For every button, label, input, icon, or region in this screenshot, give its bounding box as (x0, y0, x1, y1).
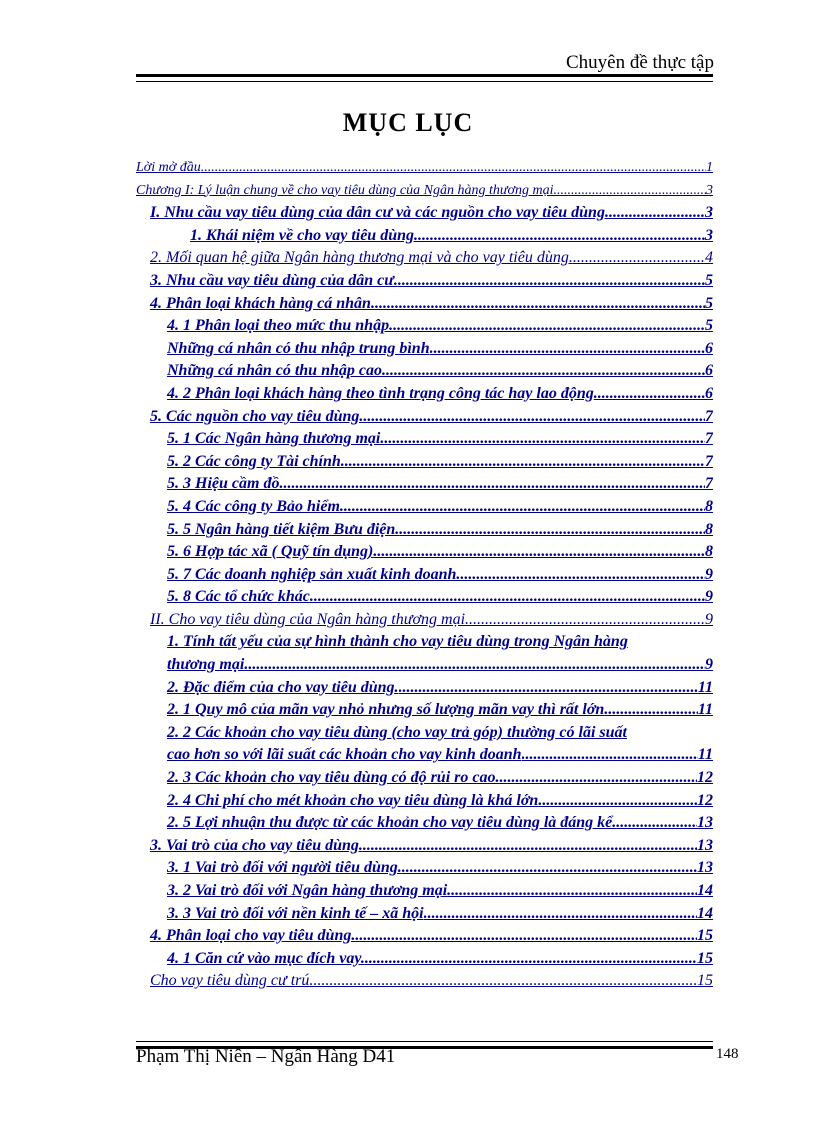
toc-leader-dots (447, 880, 697, 903)
toc-leader-dots (365, 948, 697, 971)
toc-entry-label: 3. 1 Vai trò đối với người tiêu dùng. (167, 859, 402, 877)
toc-entry-label: Lời mở đầu (136, 160, 201, 175)
toc-entry-page: 15 (697, 972, 713, 990)
toc-leader-dots (609, 202, 705, 225)
toc-entry-page: 11 (697, 678, 713, 696)
toc-entry[interactable] (136, 677, 713, 700)
toc-leader-dots (402, 857, 697, 880)
page-title: MỤC LỤC (342, 108, 474, 137)
toc-entry-label: 2. Đặc điểm của cho vay tiêu dùng. (167, 678, 399, 696)
toc-leader-dots (398, 270, 705, 293)
toc-entry-page: 11 (697, 746, 713, 764)
toc-entry[interactable] (136, 903, 713, 926)
toc-leader-dots (355, 925, 697, 948)
toc-entry-label: 2. 4 Chi phí cho mét khoản cho vay tiêu dùng là khá lớn (167, 791, 539, 809)
toc-entry-page: 13 (697, 836, 713, 854)
toc-entry-page: 4 (705, 249, 713, 267)
toc-leader-dots (393, 315, 705, 338)
toc-leader-dots (522, 744, 698, 767)
toc-entry[interactable] (136, 541, 713, 564)
toc-entry[interactable] (136, 180, 713, 203)
toc-leader-dots (604, 699, 698, 722)
toc-entry-label: 2. 5 Lợi nhuận thu được từ các khoản cho vay tiêu dùng là đáng kể. (167, 814, 617, 832)
toc-entry-page: 7 (705, 430, 713, 448)
toc-entry-label: thương mại (167, 656, 245, 674)
footer-page-number: 148 (716, 1046, 739, 1062)
toc-entry-label: 2. 3 Các khoản cho vay tiêu dùng có độ rủi ro cao. (167, 769, 500, 787)
toc-entry-label: 4. 1 Phân loại theo mức thu nhập. (167, 317, 394, 335)
toc-entry-page: 11 (697, 701, 713, 719)
toc-entry-label: Những cá nhân có thu nhập trung bình (167, 339, 430, 357)
toc-entry-label: 2. 2 Các khoản cho vay tiêu dùng (cho vay trả góp) thường có lãi suất (167, 723, 627, 741)
toc-entry[interactable] (136, 247, 713, 270)
toc-entry-label: 5. Các nguồn cho vay tiêu dùng. (150, 407, 364, 425)
toc-entry[interactable] (136, 315, 713, 338)
toc-entry[interactable] (136, 270, 713, 293)
toc-entry[interactable] (136, 654, 713, 677)
toc-entry-label: 4. 1 Căn cứ vào mục đích vay. (167, 949, 365, 967)
toc-leader-dots (553, 180, 706, 203)
toc-entry[interactable] (136, 564, 713, 587)
toc-leader-dots (310, 586, 705, 609)
toc-entry[interactable] (136, 406, 713, 429)
header-title: Chuyên đề thực tập (565, 52, 714, 73)
toc-leader-dots (363, 835, 697, 858)
toc-entry-page: 8 (705, 497, 713, 515)
toc-leader-dots (283, 473, 705, 496)
toc-entry[interactable] (136, 609, 713, 632)
toc-leader-dots (244, 654, 705, 677)
toc-entry-page: 15 (697, 949, 713, 967)
toc-entry-label: 1. Tính tất yếu của sự hình thành cho vay tiêu dùng trong Ngân hàng (167, 633, 628, 651)
toc-entry-page: 3 (705, 204, 713, 222)
toc-entry-label: 5. 2 Các công ty Tài chính. (167, 452, 345, 470)
toc-entry[interactable] (136, 812, 713, 835)
toc-leader-dots (373, 541, 705, 564)
toc-entry-label: 5. 8 Các tổ chức khác (167, 588, 310, 606)
toc-entry-label: 5. 1 Các Ngân hàng thương mại. (167, 430, 385, 448)
toc-entry-label: 5. 7 Các doanh nghiệp sản xuất kinh doanh. (167, 565, 461, 583)
toc-leader-dots (418, 225, 705, 248)
toc-entry-page: 7 (705, 475, 713, 493)
toc-entry[interactable] (136, 225, 713, 248)
toc-entry-page: 3 (705, 226, 713, 244)
toc-leader-dots (345, 451, 705, 474)
toc-leader-dots (460, 564, 705, 587)
toc-entry-page: 12 (697, 769, 713, 787)
toc-entry-label: 3. 2 Vai trò đối với Ngân hàng thương mại (167, 882, 448, 899)
toc-entry-page: 6 (705, 362, 713, 380)
toc-entry[interactable] (136, 880, 713, 903)
toc-entry-label: Những cá nhân có thu nhập cao (167, 362, 382, 380)
toc-entry-page: 9 (705, 588, 713, 606)
toc-entry[interactable] (136, 383, 713, 406)
table-of-contents (136, 157, 713, 993)
header-rule (136, 74, 713, 82)
toc-entry-label: II. Cho vay tiêu dùng của Ngân hàng thương mại (150, 610, 466, 628)
toc-entry-page: 3 (706, 182, 713, 198)
toc-leader-dots (399, 519, 705, 542)
toc-entry-label: 3. 3 Vai trò đối với nền kinh tế – xã hội (167, 904, 424, 922)
toc-entry-page: 5 (705, 294, 713, 312)
toc-leader-dots (616, 812, 697, 835)
toc-entry[interactable] (136, 428, 713, 451)
toc-entry-page: 14 (697, 904, 713, 922)
toc-entry-page: 8 (705, 543, 713, 561)
toc-leader-dots (382, 360, 705, 383)
toc-entry-label: 2. Mối quan hệ giữa Ngân hàng thương mại và cho vay tiêu dùng. (150, 249, 573, 267)
toc-entry[interactable] (136, 496, 713, 519)
toc-entry-page: 15 (697, 927, 713, 945)
toc-entry-page: 13 (697, 814, 713, 832)
toc-entry-page: 9 (705, 565, 713, 583)
toc-entry-page: 13 (697, 859, 713, 877)
toc-leader-dots (399, 677, 698, 700)
toc-entry-label: 5. 4 Các công ty Bảo hiểm. (167, 497, 344, 515)
toc-entry-label: 5. 6 Hợp tác xã ( Quỹ tín dụng) (167, 543, 374, 561)
toc-leader-dots (201, 157, 706, 180)
toc-entry[interactable] (136, 519, 713, 542)
toc-entry-page: 7 (705, 452, 713, 470)
toc-entry-page: 8 (705, 520, 713, 538)
toc-entry-page: 14 (697, 882, 713, 899)
toc-entry-label: 3. Nhu cầu vay tiêu dùng của dân cư. (150, 271, 398, 289)
toc-entry[interactable] (136, 722, 713, 745)
toc-entry[interactable] (136, 451, 713, 474)
toc-entry-page: 5 (705, 271, 713, 289)
toc-entry[interactable] (136, 631, 713, 654)
toc-entry[interactable] (136, 970, 713, 993)
toc-entry[interactable] (136, 293, 713, 316)
toc-leader-dots (344, 496, 705, 519)
toc-leader-dots (465, 609, 705, 632)
toc-entry-page: 5 (705, 317, 713, 335)
toc-leader-dots (499, 767, 697, 790)
toc-leader-dots (424, 903, 697, 926)
toc-entry-label: Cho vay tiêu dùng cư trú (150, 972, 310, 990)
toc-leader-dots (430, 338, 705, 361)
toc-entry[interactable] (136, 925, 713, 948)
toc-entry[interactable] (136, 202, 713, 225)
toc-entry[interactable] (136, 790, 713, 813)
toc-entry[interactable] (136, 835, 713, 858)
toc-entry-page: 12 (697, 791, 713, 809)
toc-leader-dots (594, 383, 705, 406)
toc-leader-dots (363, 406, 705, 429)
toc-entry[interactable] (136, 338, 713, 361)
toc-entry[interactable] (136, 744, 713, 767)
toc-entry-label: 4. Phân loại khách hàng cá nhân. (150, 294, 375, 312)
toc-entry-label: 1. Khái niệm về cho vay tiêu dùng. (190, 226, 418, 244)
toc-entry-label: 5. 5 Ngân hàng tiết kiệm Bưu điện. (167, 520, 400, 538)
toc-entry-label: 5. 3 Hiệu cầm đồ. (167, 475, 284, 493)
toc-leader-dots (573, 247, 705, 270)
toc-entry-label: Chương I: Lý luận chung về cho vay tiêu dùng của Ngân hàng thương mại (136, 182, 554, 198)
toc-entry[interactable] (136, 157, 713, 180)
toc-entry-label: 2. 1 Quy mô của mãn vay nhỏ nhưng số lượng mãn vay thì rất lớn (167, 701, 605, 719)
toc-entry-label: cao hơn so với lãi suất các khoản cho vay kinh doanh (167, 746, 522, 764)
toc-entry-page: 9 (705, 610, 713, 628)
toc-entry[interactable] (136, 948, 713, 971)
toc-leader-dots (384, 428, 705, 451)
toc-entry-page: 7 (705, 407, 713, 425)
toc-entry[interactable] (136, 586, 713, 609)
toc-entry[interactable] (136, 473, 713, 496)
footer-author: Phạm Thị Niên – Ngân Hàng D41 (136, 1046, 396, 1067)
toc-entry[interactable] (136, 767, 713, 790)
toc-entry-page: 9 (705, 656, 713, 674)
toc-entry-page: 6 (705, 339, 713, 357)
toc-entry-page: 1 (706, 160, 713, 175)
toc-entry-page: 6 (705, 384, 713, 402)
toc-entry-label: 3. Vai trò của cho vay tiêu dùng. (150, 836, 363, 854)
toc-leader-dots (309, 970, 697, 993)
toc-entry[interactable] (136, 699, 713, 722)
toc-entry-label: 4. 2 Phân loại khách hàng theo tình trạng công tác hay lao động (167, 384, 594, 402)
toc-entry-label: I. Nhu cầu vay tiêu dùng của dân cư và các nguồn cho vay tiêu dùng. (150, 204, 609, 222)
toc-entry[interactable] (136, 857, 713, 880)
toc-entry-label: 4. Phân loại cho vay tiêu dùng. (150, 927, 356, 945)
toc-leader-dots (538, 790, 697, 813)
toc-leader-dots (375, 293, 705, 316)
toc-entry[interactable] (136, 360, 713, 383)
